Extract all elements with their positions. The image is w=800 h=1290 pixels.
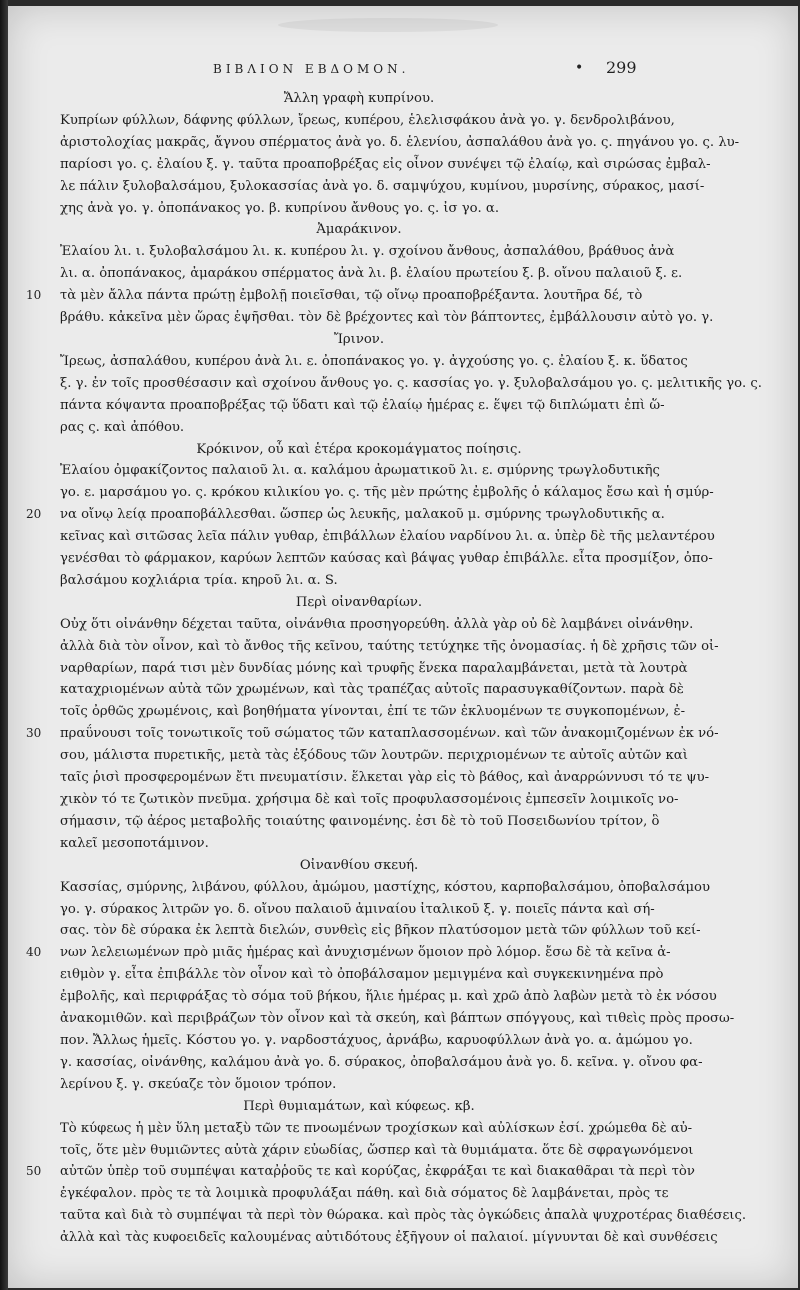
heading-text: Ἀμαράκινον. (316, 222, 402, 238)
line-text: τοῖς, ὅτε μὲν θυμιῶντες αὐτὰ χάριν εὐωδίας, ὥσπερ καὶ τὰ θυμιάματα. ὅτε δὲ σφραγωνόμενοι (60, 1142, 694, 1158)
text-line (26, 723, 719, 745)
text-line (60, 351, 688, 373)
line-text: γο. ε. μαρσάμου γο. ς. κρόκου κιλικίου γο. ς. τῆς μὲν πρώτης ἐμβολῆς ὁ κάλαμος ἔσω καὶ ἡ σμύρ- (60, 485, 714, 501)
line-text: λερίνου ξ. γ. σκεύαζε τὸν ὅμοιον τρόπον. (60, 1076, 337, 1092)
line-text: χης ἀνὰ γο. γ. ὀποπάνακος γο. β. κυπρίνου ἄνθους γο. ς. ἰσ γο. α. (60, 200, 500, 216)
line-number: 30 (26, 726, 42, 741)
text-line (60, 811, 658, 833)
text-line (60, 1140, 694, 1162)
text-line (60, 1183, 669, 1205)
book-gutter (0, 0, 8, 1290)
line-text: παρίοσι γο. ς. ἐλαίου ξ. γ. ταῦτα προαποβρέξας εἰς οἶνον συνέψει τῷ ἐλαίῳ, καὶ σιρώσας ἐμβαλ- (60, 156, 711, 172)
line-text: βράθυ. κἀκεῖνα μὲν ὥρας ἑψῆσθαι. τὸν δὲ βρέχοντες καὶ τὸν βάπτοντες, ἐμβάλλουσιν αὐτὸ γο. γ. (60, 310, 714, 326)
text-line (60, 570, 658, 592)
text-line (60, 1205, 747, 1227)
text-line (60, 1227, 718, 1249)
line-text: σας. τὸν δὲ σύρακα ἐκ λεπτὰ διελών, συνθεὶς εἰς βῆκον πλατύσομον μετὰ τῶν φύλλων τοῦ κεί- (60, 923, 701, 939)
line-text: γο. γ. σύρακος λιτρῶν γο. δ. οἴνου παλαιοῦ ἀμιναίου ἰταλικοῦ ξ. γ. ποιεῖς πάντα καὶ σή- (60, 901, 655, 917)
line-number: 50 (26, 1164, 42, 1179)
line-text: ἀριστολοχίας μακρᾶς, ἄγνου σπέρματος ἀνὰ γο. δ. ἑλενίου, ἀσπαλάθου ἀνὰ γο. ς. πηγάνου γο. ς. λυ- (60, 134, 740, 150)
text-line (26, 942, 671, 964)
text-body (26, 88, 762, 1249)
section-heading (60, 1096, 658, 1118)
line-number: 10 (26, 288, 42, 303)
line-number: 40 (26, 945, 42, 960)
document-page (8, 6, 798, 1288)
line-text: Οὐχ ὅτι οἰνάνθην δέχεται ταῦτα, οἰνάνθια προσηγορεύθη. ἀλλὰ γὰρ οὐ δὲ λαμβάνει οἰνάνθην. (60, 616, 694, 632)
text-line (60, 154, 711, 176)
line-text: καλεῖ μεσοποτάμινον. (60, 835, 209, 851)
text-line (60, 964, 664, 986)
line-text: χικὸν τό τε ζωτικὸν πνεῦμα. χρήσιμα δὲ καὶ τοῖς προφυλασσομένοις ἐμπεσεῖν λοιμικοῖς νο- (60, 792, 679, 807)
line-text: γενέσθαι τὸ φάρμακον, καρύων λεπτῶν καύσας καὶ βάψας γυθαρ ἐπιβάλλε. εἶτα προσμίξον, ὀπο- (60, 551, 713, 567)
section-heading (60, 439, 658, 461)
line-text: ρας ς. καὶ ἀπόθου. (60, 419, 185, 435)
text-line (60, 701, 686, 723)
text-line (60, 417, 658, 439)
heading-text: Οἰνανθίου σκευή. (299, 857, 419, 873)
text-line (60, 877, 711, 899)
line-text: ἀλλὰ καὶ τὰς κυφοειδεῖς καλουμένας αὐτιδότους ἐξῆγουν οἱ παλαιοί. μίγνυνται δὲ καὶ συνθέσεις (60, 1230, 718, 1246)
text-line (60, 548, 713, 570)
line-text: αὐτῶν ὑπὲρ τοῦ συμπέψαι καταῤῥοῦς τε καὶ κορύζας, ἐκφράξαι τε καὶ διακαθᾶραι τὰ περὶ τὸν (60, 1164, 695, 1180)
heading-text: Περὶ θυμιαμάτων, καὶ κύφεως. κβ. (243, 1098, 475, 1114)
text-line (60, 614, 694, 636)
line-text: Ἐλαίου λι. ι. ξυλοβαλσάμου λι. κ. κυπέρου λι. γ. σχοίνου ἄνθους, ἀσπαλάθου, βράθυος ἀνὰ (60, 244, 675, 260)
text-line (26, 504, 665, 526)
line-text: σήμασιν, τῷ ἀέρος μεταβολῆς τοιαύτης φαινομένης. ἐσι δὲ τὸ τοῦ Ποσειδωνίου τρίτον, ὃ (60, 813, 660, 829)
header-dot: • (575, 60, 588, 76)
text-line (60, 1030, 693, 1052)
text-line (60, 373, 762, 395)
text-line (60, 110, 675, 132)
line-text: νων λελειωμένων πρὸ μιᾶς ἡμέρας καὶ ἀνυχισμένων ὅμοιον πρὸ λόμορ. ἔσω δὲ τὰ κεῖνα ἀ- (60, 945, 671, 961)
line-text: βαλσάμου κοχλιάρια τρία. κηροῦ λι. α. S. (60, 572, 338, 588)
line-text: καταχριομένων αὐτὰ τῶν χρωμένων, καὶ τὰς τραπέζας αὐτοῖς παρασυγκαθίζοντων. παρὰ δὲ (60, 682, 684, 698)
text-line (60, 636, 719, 658)
line-text: ἐγκέφαλον. πρὸς τε τὰ λοιμικὰ προφυλάξαι πάθη. καὶ διὰ σόματος δὲ λαμβάνεται, πρὸς τε (60, 1186, 669, 1202)
text-line (26, 1161, 695, 1183)
text-line (60, 899, 658, 921)
text-line (60, 482, 714, 504)
heading-text: Ἴρινον. (333, 331, 385, 347)
line-text: τοῖς ὀρθῶς χρωμένοις, καὶ βοηθήματα γίνονται, ἐπί τε τῶν ἐκλυομένων τε συγκοπομένων, ἐ- (60, 704, 686, 720)
line-text: ταῦτα καὶ διὰ τὸ συμπέψαι τὰ περὶ τὸν θώρακα. καὶ πρὸς τὰς ὀγκώδεις ἀπαλὰ ψυχροτέρας διαθέσεις. (60, 1208, 747, 1224)
line-text: Ἴρεως, ἀσπαλάθου, κυπέρου ἀνὰ λι. ε. ὀποπάνακος γο. γ. ἀγχούσης γο. ς. ἐλαίου ξ. κ. ὕδατος (60, 353, 688, 369)
line-text: ταῖς ῥισὶ προσφερομένων ἔτι πνευματίσιν. ἕλκεται γὰρ εἰς τὸ βάθος, καὶ ἀναρρώννυσι τό τε ψυ- (60, 770, 710, 786)
section-heading (60, 219, 658, 241)
line-text: πάντα κόψαντα προαποβρέξας τῷ ὕδατι καὶ τῷ ἐλαίῳ ἡμέρας ε. ἕψει τῷ διπλώματι ἐπὶ ὥ- (60, 397, 665, 413)
text-line (60, 745, 688, 767)
text-line (60, 176, 705, 198)
line-text: κεῖνας καὶ σιτῶσας λεῖα πάλιν γυθαρ, ἐπιβάλλων ἐλαίου ναρδίνου λι. α. ὑπὲρ δὲ τῆς μελαντέρου (60, 529, 715, 545)
paper-stain (278, 18, 498, 32)
text-line (60, 658, 688, 680)
text-line (60, 198, 658, 220)
section-heading (60, 329, 658, 351)
line-text: πον. Ἄλλως ἡμεῖς. Κόστου γο. γ. ναρδοστάχυος, ἀρνάβω, καρυοφύλλων ἀνὰ γο. α. ἀμώμου γο. (60, 1032, 693, 1048)
text-line (60, 460, 658, 482)
text-line (60, 526, 715, 548)
text-line (60, 986, 717, 1008)
section-heading (60, 855, 658, 877)
page-number: 299 (606, 58, 637, 77)
text-line (26, 285, 658, 307)
line-text: ἀνακομιθῶν. καὶ περιβράζων τὸν οἶνον καὶ τὰ σκεύη, καὶ βάπτων σπόγγους, καὶ τιθεὶς πρὸς προσω- (60, 1011, 735, 1027)
text-line (60, 395, 665, 417)
text-line (60, 241, 675, 263)
text-line (60, 1074, 658, 1096)
line-text: ἀλλὰ διὰ τὸν οἶνον, καὶ τὸ ἄνθος τῆς κεῖνου, ταύτης τετύχηκε τῆς ὀνομασίας. ἡ δὲ χρῆσις τῶν οἰ- (60, 638, 719, 654)
text-line (60, 833, 658, 855)
line-text: ἐμβολῆς, καὶ περιφράξας τὸ σόμα τοῦ βήκου, ἥλιε ἡμέρας μ. καὶ χρῶ ἀπὸ λαβὼν μετὰ τὸ ἐκ νόσου (60, 989, 717, 1005)
section-heading (60, 88, 658, 110)
text-line (60, 307, 714, 329)
text-line (60, 920, 701, 942)
line-text: ξ. γ. ἐν τοῖς προσθέσασιν καὶ σχοίνου ἄνθους γο. ς. κασσίας γο. γ. ξυλοβαλσάμου γο. ς. μελιτικῆς γο. ς. (60, 375, 762, 391)
text-line (60, 789, 679, 811)
text-line (60, 263, 683, 285)
text-line (60, 1052, 703, 1074)
line-text: ειθμὸν γ. εἶτα ἐπιβάλλε τὸν οἶνον καὶ τὸ ὀποβάλσαμον μεμιγμένα καὶ συγκεκινημένα πρὸ (60, 967, 664, 983)
line-text: Κυπρίων φύλλων, δάφνης φύλλων, ἴρεως, κυπέρου, ἑλελισφάκου ἀνὰ γο. γ. δενδρολιβάνου, (60, 112, 675, 128)
text-line (60, 132, 740, 154)
line-text: Ἐλαίου ὀμφακίζοντος παλαιοῦ λι. α. καλάμου ἀρωματικοῦ λι. ε. σμύρνης τρωγλοδυτικῆς (60, 463, 660, 479)
line-text: πραΰνουσι τοῖς τονωτικοῖς τοῦ σώματος τῶν καταπλασσομένων. καὶ τῶν ἀνακομιζομένων ἐκ νό- (60, 726, 719, 742)
text-line (60, 767, 710, 789)
heading-text: Περὶ οἰνανθαρίων. (295, 594, 423, 610)
line-number: 20 (26, 507, 42, 522)
line-text: Κασσίας, σμύρνης, λιβάνου, φύλλου, ἀμώμου, μαστίχης, κόστου, καρποβαλσάμου, ὀποβαλσάμου (60, 879, 711, 895)
line-text: ναρθαρίων, παρά τισι μὲν δυνδίας μόνης καὶ τρυφῆς ἕνεκα παραλαμβάνεται, μετὰ τὰ λουτρὰ (60, 660, 688, 676)
text-line (60, 679, 684, 701)
line-text: λε πάλιν ξυλοβαλσάμου, ξυλοκασσίας ἀνὰ γο. δ. σαμψύχου, κυμίνου, μυρσίνης, σύρακος, μασί- (60, 178, 705, 194)
text-line (60, 1118, 693, 1140)
running-title: ΒΙΒΛΙΟΝ ΕΒΔΟΜΟΝ. (213, 62, 410, 76)
line-text: λι. α. ὀποπάνακος, ἀμαράκου σπέρματος ἀνὰ λι. β. ἐλαίου πρωτείου ξ. β. οἴνου παλαιοῦ ξ. ε. (60, 266, 683, 282)
line-text: Τὸ κύφεως ἡ μὲν ὕλη μεταξὺ τῶν τε πνοωμένων τροχίσκων καὶ αὐλίσκων ἐσί. χρώμεθα δὲ αὐ- (60, 1120, 693, 1136)
section-heading (60, 592, 658, 614)
heading-text: Κρόκινον, οὗ καὶ ἑτέρα κροκομάγματος ποίησις. (196, 441, 522, 457)
heading-text: Ἄλλη γραφὴ κυπρίνου. (283, 91, 435, 106)
line-text: να οἴνῳ λείᾳ προαποβάλλεσθαι. ὥσπερ ὡς λευκῆς, μαλακοῦ μ. σμύρνης τρωγλοδυτικῆς α. (60, 507, 665, 523)
line-text: σου, μάλιστα πυρετικῆς, μετὰ τὰς ἐξόδους τῶν λουτρῶν. περιχριομένων τε αὐτοῖς αὐτῶν καὶ (60, 748, 688, 764)
line-text: τὰ μὲν ἄλλα πάντα πρώτῃ ἐμβολῇ ποιεῖσθαι, τῷ οἴνῳ προαποβρέξαντα. λουτῆρα δέ, τὸ (60, 288, 643, 304)
text-line (60, 1008, 735, 1030)
line-text: γ. κασσίας, οἰνάνθης, καλάμου ἀνὰ γο. δ. σύρακος, ὀποβαλσάμου ἀνὰ γο. δ. κεῖνα. γ. οἴνου φα- (60, 1054, 703, 1070)
